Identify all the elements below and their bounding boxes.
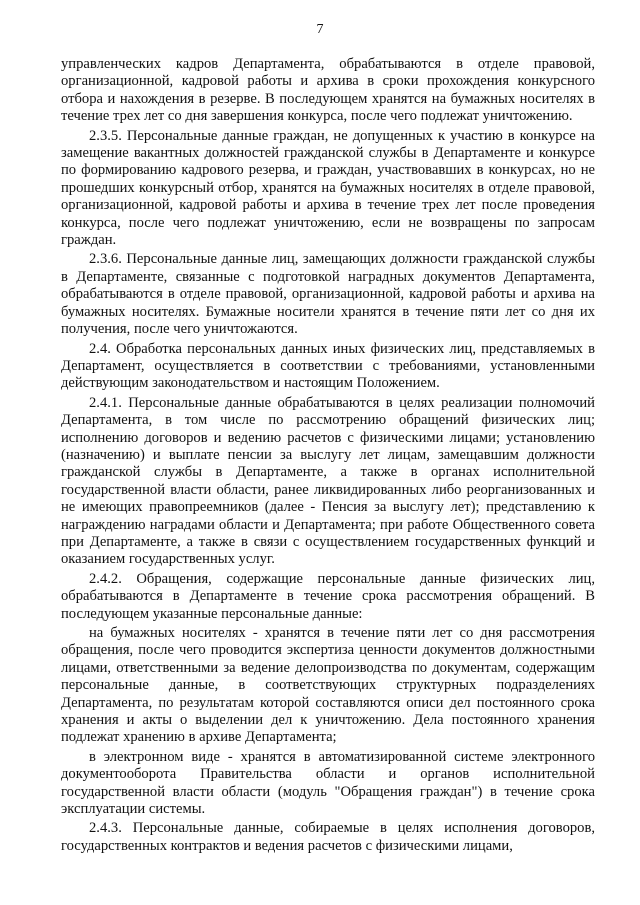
paragraph-paper-storage: на бумажных носителях - хранятся в течение пяти лет со дня рассмотрения обращения, после чего проводится экспертиза ценности документов должностными лицами, ответственными за ведение делопроизводства по документам, содержащим персональные данные, в соответствующих структурных подразделениях Департамента, по результатам которой составляются описи дел постоянного срока хранения и акты о выделении дел к уничтожению. Дела постоянного хранения подлежат хранению в архиве Департамента; (61, 625, 595, 746)
paragraph-2-3-5: 2.3.5. Персональные данные граждан, не допущенных к участию в конкурсе на замещение вакантных должностей гражданской службы в Департаменте и конкурсе по формированию кадрового резерва, и граждан, участвовавших в конкурсах, но не прошедших конкурсный отбор, хранятся на бумажных носителях в отделе правовой, организационной, кадровой работы и архива в течение трех лет после проведения конкурса, после чего подлежат уничтожению, если не возвращены по запросам граждан. (61, 127, 595, 249)
paragraph-2-3-6: 2.3.6. Персональные данные лиц, замещающих должности гражданской службы в Департаменте, связанные с подготовкой наградных документов Департамента, обрабатываются в отделе правовой, организационной, кадровой работы и архива на бумажных носителях. Бумажные носители хранятся в течение пяти лет со дня их получения, после чего уничтожаются. (61, 251, 595, 338)
document-body (61, 56, 595, 857)
paragraph-continued: управленческих кадров Департамента, обрабатываются в отделе правовой, организационной, кадровой работы и архива в сроки прохождения конкурсного отбора и нахождения в резерве. В последующем хранятся на бумажных носителях в течение трех лет со дня завершения конкурса, после чего подлежат уничтожению. (61, 56, 595, 125)
paragraph-2-4-3: 2.4.3. Персональные данные, собираемые в целях исполнения договоров, государственных контрактов и ведения расчетов с физическими лицами, (61, 820, 595, 854)
paragraph-2-4-1: 2.4.1. Персональные данные обрабатываются в целях реализации полномочий Департамента, в том числе по рассмотрению обращений физических лиц; исполнению договоров и ведению расчетов с физическими лицами; установлению (назначению) и выплате пенсии за выслугу лет лицам, замещавшим должности гражданской службы в Департаменте, а также в органах исполнительной государственной власти области, ранее ликвидированных либо реорганизованных и не имеющих правопреемников (далее - Пенсия за выслугу лет); представлению к награждению наградами области и Департамента; при работе Общественного совета при Департаменте, а также в связи с осуществлением государственных функций и оказанием государственных услуг. (61, 394, 595, 568)
page-number: 7 (316, 22, 324, 37)
paragraph-2-4: 2.4. Обработка персональных данных иных физических лиц, представляемых в Департамент, осуществляется в соответствии с требованиями, установленными действующим законодательством и настоящим Положением. (61, 340, 595, 392)
paragraph-electronic-storage: в электронном виде - хранятся в автоматизированной системе электронного документооборота Правительства области и органов исполнительной государственной власти области (модуль "Обращения граждан") в течение срока эксплуатации системы. (61, 748, 595, 818)
paragraph-2-4-2: 2.4.2. Обращения, содержащие персональные данные физических лиц, обрабатываются в Департаменте в течение срока рассмотрения обращений. В последующем указанные персональные данные: (61, 570, 595, 622)
